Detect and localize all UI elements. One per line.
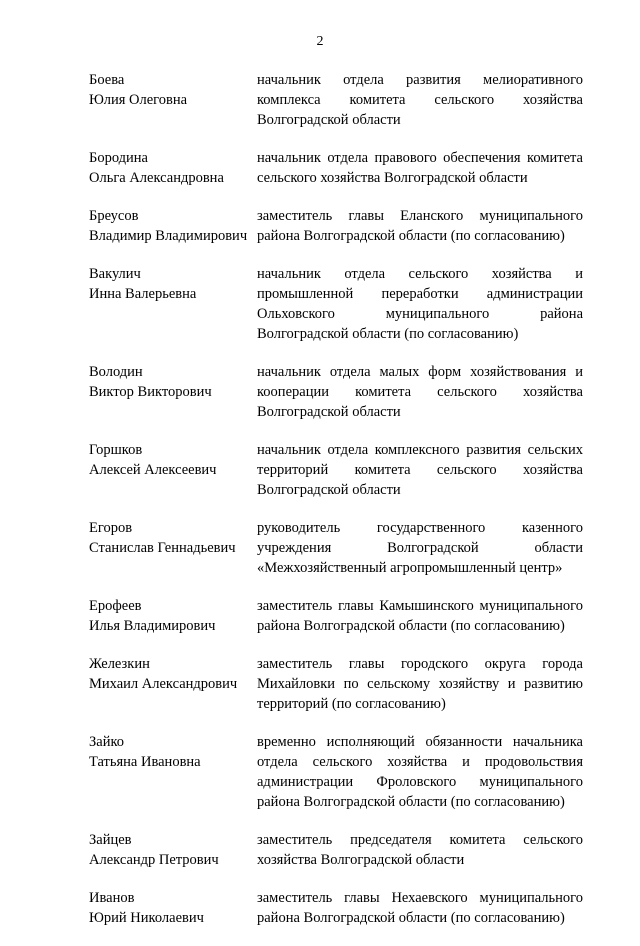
list-item [89, 362, 583, 422]
person-name [89, 830, 257, 870]
list-item [89, 830, 583, 870]
position-text: заместитель главы городского округа города Михайловки по сельскому хозяйству и развитию территорий (по согласованию) [257, 656, 583, 712]
person-name [89, 264, 257, 344]
position-text: руководитель государственного казенного учреждения Волгоградской области «Межхозяйственный агропромышленный центр» [257, 520, 583, 576]
given-names: Алексей Алексеевич [89, 462, 217, 478]
surname: Ерофеев [89, 598, 142, 614]
surname: Иванов [89, 890, 135, 906]
position-text: начальник отдела развития мелиоративного комплекса комитета сельского хозяйства Волгоградской области [257, 72, 583, 128]
position-text: начальник отдела правового обеспечения комитета сельского хозяйства Волгоградской области [257, 150, 583, 186]
given-names: Владимир Владимирович [89, 228, 248, 244]
surname: Железкин [89, 656, 150, 672]
position-text: временно исполняющий обязанности начальника отдела сельского хозяйства и продовольствия администрации Фроловского муниципального района Волгоградской области (по согласованию) [257, 734, 583, 810]
position-text: заместитель главы Камышинского муниципального района Волгоградской области (по согласованию) [257, 598, 583, 634]
given-names: Юлия Олеговна [89, 92, 188, 108]
position-text: заместитель главы Еланского муниципального района Волгоградской области (по согласованию) [257, 208, 583, 244]
list-item [89, 732, 583, 812]
person-name [89, 732, 257, 812]
person-name [89, 654, 257, 714]
list-item [89, 148, 583, 188]
page-number: 2 [316, 34, 324, 49]
given-names: Виктор Викторович [89, 384, 212, 400]
position-text: заместитель председателя комитета сельского хозяйства Волгоградской области [257, 832, 583, 868]
person-name [89, 362, 257, 422]
surname: Бреусов [89, 208, 139, 224]
list-item [89, 264, 583, 344]
person-name [89, 518, 257, 578]
given-names: Татьяна Ивановна [89, 754, 201, 770]
surname: Вакулич [89, 266, 141, 282]
list-item [89, 206, 583, 246]
given-names: Илья Владимирович [89, 618, 216, 634]
person-name [89, 70, 257, 130]
surname: Егоров [89, 520, 133, 536]
person-name [89, 440, 257, 500]
given-names: Ольга Александровна [89, 170, 224, 186]
list-item [89, 518, 583, 578]
surname: Зайко [89, 734, 125, 750]
list-item [89, 596, 583, 636]
list-item [89, 440, 583, 500]
given-names: Станислав Геннадьевич [89, 540, 236, 556]
person-name [89, 888, 257, 928]
surname: Володин [89, 364, 143, 380]
given-names: Михаил Александрович [89, 676, 238, 692]
given-names: Юрий Николаевич [89, 910, 204, 926]
position-text: начальник отдела сельского хозяйства и промышленной переработки администрации Ольховского муниципального района Волгоградской области (по согласованию) [257, 266, 583, 342]
surname: Бородина [89, 150, 148, 166]
surname: Зайцев [89, 832, 132, 848]
given-names: Инна Валерьевна [89, 286, 197, 302]
position-text: начальник отдела малых форм хозяйствования и кооперации комитета сельского хозяйства Волгоградской области [257, 364, 583, 420]
member-list [89, 70, 583, 946]
given-names: Александр Петрович [89, 852, 219, 868]
list-item [89, 70, 583, 130]
person-name [89, 596, 257, 636]
position-text: начальник отдела комплексного развития сельских территорий комитета сельского хозяйства Волгоградской области [257, 442, 583, 498]
list-item [89, 888, 583, 928]
person-name [89, 206, 257, 246]
position-text: заместитель главы Нехаевского муниципального района Волгоградской области (по согласованию) [257, 890, 583, 926]
list-item [89, 654, 583, 714]
surname: Боева [89, 72, 125, 88]
surname: Горшков [89, 442, 143, 458]
person-name [89, 148, 257, 188]
